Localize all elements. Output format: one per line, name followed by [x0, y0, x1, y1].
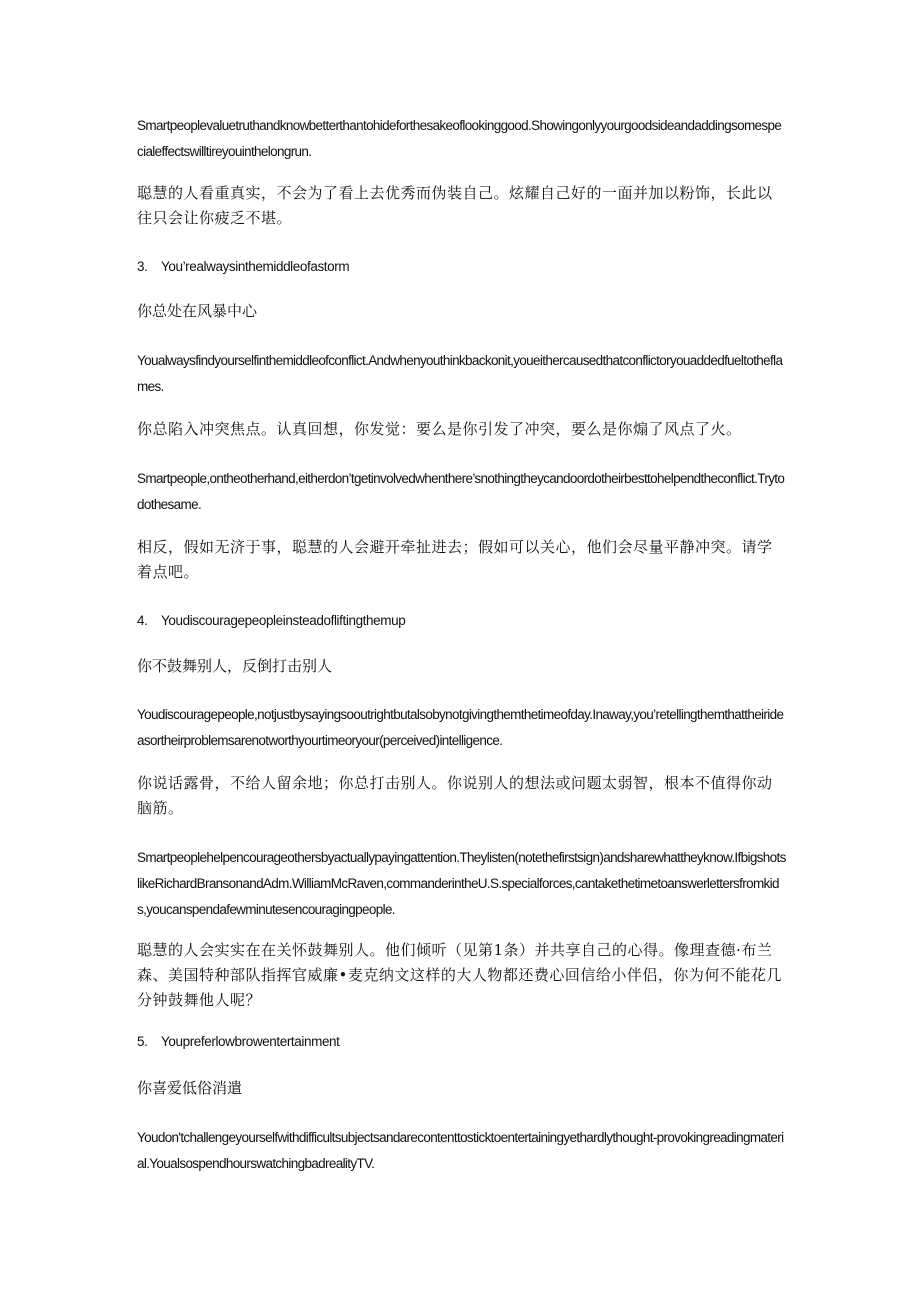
paragraph-cn-4: 你说话露骨，不给人留余地；你总打击别人。你说别人的想法或问题太弱智，根本不值得你动脑筋。	[137, 774, 773, 817]
paragraph-cn-1: 聪慧的人看重真实，不会为了看上去优秀而伪装自己。炫耀自己好的一面并加以粉饰，长此以往只会让你疲乏不堪。	[137, 184, 773, 227]
heading-5-text: Youpreferlowbrowentertainment	[161, 1034, 340, 1049]
paragraph-en-6: Youdon'tchallengeyourselfwithdifficultsubjectsandarecontenttosticktoentertainingyethardlythought-provokingreadingmaterial.YoualsospendhourswatchingbadrealityTV.	[137, 1130, 784, 1171]
heading-4-cn: 你不鼓舞别人，反倒打击别人	[137, 657, 333, 675]
paragraph-cn-5: 聪慧的人会实实在在关怀鼓舞别人。他们倾听（见第1条）并共享自己的心得。像理查德·布兰森、美国特种部队指挥官威廉•麦克纳文这样的大人物都还费心回信给小伴侣，你为何不能花几分钟鼓舞他人呢？	[137, 941, 782, 1009]
paragraph-en-4: Youdiscouragepeople,notjustbysayingsooutrightbutalsobynotgivingthemthetimeofday.Inaway,you’retellingthemthattheirideasortheirproblemsarenotworthyourtimeoryour(perceived)intelligence.	[137, 707, 784, 748]
paragraph-cn-2: 你总陷入冲突焦点。认真回想，你发觉：要么是你引发了冲突，要么是你煽了风点了火。	[137, 420, 742, 438]
heading-3	[137, 257, 787, 277]
paragraph-en-3: Smartpeople,ontheotherhand,eitherdon’tgetinvolvedwhenthere’snothingtheycandoordotheirbesttohelpendtheconflict.Trytodothesame.	[137, 471, 785, 512]
heading-4-text: Youdiscouragepeopleinsteadofliftingthemup	[161, 613, 406, 628]
heading-4-number: 4.	[137, 613, 148, 628]
heading-5-number: 5.	[137, 1034, 148, 1049]
heading-5-cn: 你喜爱低俗消遣	[137, 1079, 243, 1097]
paragraph-en-2: Youalwaysfindyourselfinthemiddleofconflict.Andwhenyouthinkbackonit,youeithercausedthatconflictoryouaddedfueltotheflames.	[137, 353, 783, 394]
heading-5	[137, 1032, 787, 1052]
heading-4	[137, 611, 787, 631]
paragraph-en-5: Smartpeoplehelpencourageothersbyactuallypayingattention.Theylisten(notethefirstsign)andsharewhattheyknow.IfbigshotslikeRichardBransonandAdm.WilliamMcRaven,commanderintheU.S.specialforces,cantakethetimetoanswerlettersfromkids,youcanspendafewminutesencouragingpeople.	[137, 850, 786, 917]
heading-3-text: You’realwaysinthemiddleofastorm	[161, 259, 350, 274]
heading-3-cn: 你总处在风暴中心	[137, 302, 258, 320]
paragraph-en-1: Smartpeoplevaluetruthandknowbetterthantohideforthesakeoflookinggood.Showingonlyyourgoodsideandaddingsomespecialeffectswilltireyouinthelongrun.	[137, 118, 782, 159]
heading-3-number: 3.	[137, 259, 148, 274]
paragraph-cn-3: 相反，假如无济于事，聪慧的人会避开牵扯进去；假如可以关心，他们会尽量平静冲突。请学着点吧。	[137, 538, 773, 581]
